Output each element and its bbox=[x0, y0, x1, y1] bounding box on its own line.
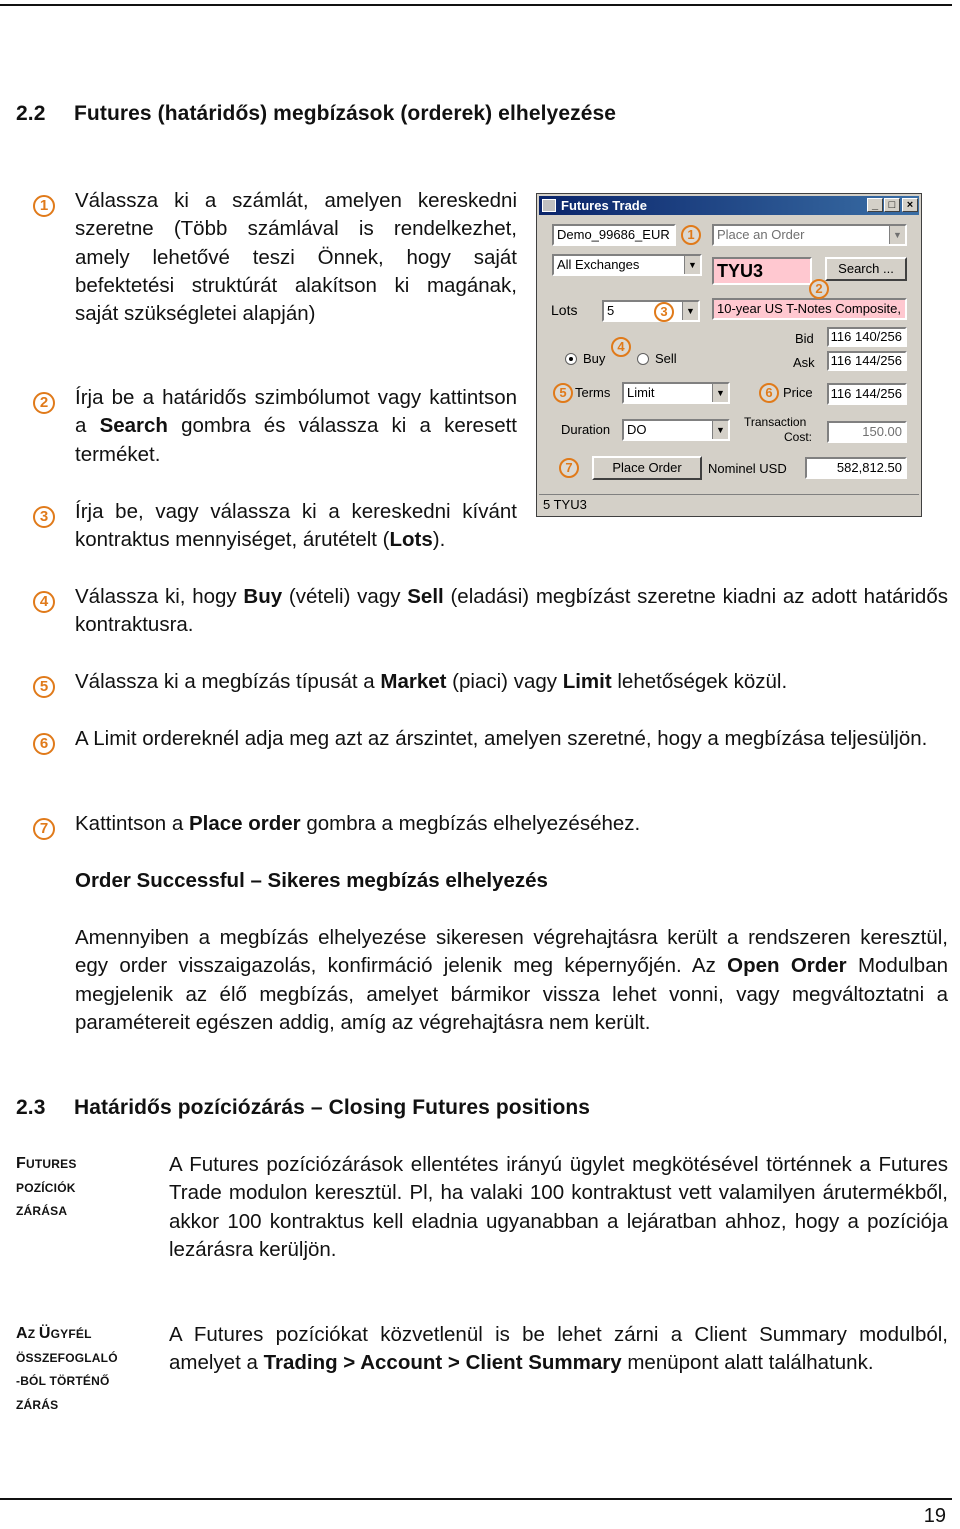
side-heading-run: ZÁRÁS bbox=[16, 1397, 59, 1412]
section-number: 2.2 bbox=[16, 102, 46, 125]
chevron-down-icon[interactable]: ▼ bbox=[712, 384, 728, 402]
sell-radio[interactable] bbox=[637, 353, 649, 365]
callout-badge-6: 6 bbox=[759, 383, 779, 403]
step-badge-7: 7 bbox=[33, 818, 55, 840]
callout-badge-2: 2 bbox=[809, 279, 829, 299]
callout-badge-1: 1 bbox=[681, 225, 701, 245]
symbol-value: TYU3 bbox=[717, 261, 764, 281]
bold-term: Sell bbox=[407, 585, 444, 608]
side-heading-run: A bbox=[16, 1325, 28, 1342]
place-order-button[interactable]: Place Order bbox=[592, 456, 702, 480]
account-value: Demo_99686_EUR bbox=[557, 227, 670, 242]
product-value: 10-year US T-Notes Composite, bbox=[717, 301, 901, 316]
callout-badge-7: 7 bbox=[559, 458, 579, 478]
bid-field bbox=[827, 327, 907, 347]
client-summary-text bbox=[169, 1321, 948, 1378]
ask-field bbox=[827, 351, 907, 371]
ask-value: 116 144/256 bbox=[830, 353, 902, 368]
text-run: Válassza ki a megbízás típusát a bbox=[75, 670, 381, 693]
side-heading-line bbox=[16, 1322, 118, 1347]
lots-label: Lots bbox=[551, 302, 578, 318]
section-number: 2.3 bbox=[16, 1096, 46, 1119]
price-value: 116 144/256 bbox=[830, 386, 902, 401]
callout-badge-3: 3 bbox=[654, 302, 674, 322]
lots-input[interactable] bbox=[602, 300, 700, 322]
minimize-button[interactable]: _ bbox=[867, 198, 883, 212]
transaction-cost-value: 150.00 bbox=[862, 424, 902, 439]
side-heading-run: ZÁRÁSA bbox=[16, 1204, 68, 1218]
step-3-text bbox=[75, 498, 517, 555]
symbol-input[interactable] bbox=[712, 257, 812, 285]
buy-radio[interactable] bbox=[565, 353, 577, 365]
terms-select[interactable] bbox=[622, 382, 730, 404]
text-run: (vételi) vagy bbox=[282, 585, 408, 608]
chevron-down-icon[interactable]: ▼ bbox=[682, 302, 698, 320]
terms-value: Limit bbox=[627, 385, 655, 400]
futures-trade-window bbox=[536, 193, 922, 517]
bold-term: Buy bbox=[243, 585, 283, 608]
bold-term: Open Order bbox=[727, 954, 847, 978]
side-heading-line bbox=[16, 1177, 77, 1201]
sell-label: Sell bbox=[655, 351, 677, 366]
side-heading-futures-closing bbox=[16, 1152, 77, 1224]
futures-closing-text bbox=[169, 1151, 948, 1264]
side-heading-line bbox=[16, 1200, 77, 1224]
exchange-select[interactable] bbox=[552, 254, 702, 276]
text-run: (eladási) megbízást szeretne kiadni az adott határidős kontraktusra. bbox=[75, 585, 948, 637]
nominal-value: 582,812.50 bbox=[836, 460, 902, 475]
side-heading-line bbox=[16, 1347, 118, 1371]
text-run: (piaci) vagy bbox=[446, 670, 563, 693]
bold-term: Place order bbox=[188, 812, 301, 835]
callout-badge-5: 5 bbox=[553, 383, 573, 403]
transaction-cost-field bbox=[827, 421, 907, 443]
text-run: lehetőségek közül. bbox=[611, 670, 788, 693]
price-label: Price bbox=[783, 385, 813, 400]
text-run: Modulban megjelenik az élő megbízás, amelyet bármikor vissza lehet vonni, vagy megváltoztatni a paramétereit egészen addig, amíg az végrehajtásra nem került. bbox=[75, 954, 948, 1034]
bold-term: Market bbox=[380, 670, 447, 693]
exchange-value: All Exchanges bbox=[557, 257, 640, 272]
price-input[interactable] bbox=[827, 383, 907, 405]
cost-label: Cost: bbox=[784, 430, 813, 444]
step-4-text bbox=[75, 583, 948, 640]
side-heading-client-summary bbox=[16, 1322, 118, 1417]
window-title: Futures Trade bbox=[561, 198, 647, 213]
bold-term: Limit bbox=[562, 670, 612, 693]
chevron-down-icon[interactable]: ▼ bbox=[684, 256, 700, 274]
step-7-text bbox=[75, 810, 948, 838]
step-6-text bbox=[75, 725, 948, 753]
section-title: Határidős pozíciózárás – Closing Futures positions bbox=[74, 1096, 591, 1119]
step-badge-4: 4 bbox=[33, 591, 55, 613]
text-run: gombra és válassza ki a keresett terméket. bbox=[75, 414, 517, 466]
step-badge-5: 5 bbox=[33, 676, 55, 698]
maximize-button[interactable]: □ bbox=[884, 198, 900, 212]
bold-term: Search bbox=[99, 414, 168, 438]
section-heading-2-3 bbox=[16, 1096, 590, 1120]
bold-term: Trading > Account > Client Summary bbox=[263, 1351, 622, 1375]
window-statusbar bbox=[539, 494, 919, 514]
text-run: Írja be, vagy válassza ki a kereskedni kívánt kontraktus mennyiséget, árutételt ( bbox=[75, 500, 517, 552]
close-button[interactable]: × bbox=[902, 198, 918, 212]
text-run: Válassza ki a számlát, amelyen kereskedni szeretne (Több számlával is rendelkezhet, amely lehetővé teszi Önnek, hogy saját befektetési struktúrát alakítson ki magának, saját szükségletei alapján) bbox=[75, 189, 517, 326]
step-1-text bbox=[75, 187, 517, 328]
duration-select[interactable] bbox=[622, 419, 730, 441]
top-rule bbox=[0, 4, 952, 6]
transaction-label: Transaction bbox=[744, 415, 807, 429]
terms-label: Terms bbox=[575, 385, 611, 400]
step-badge-3: 3 bbox=[33, 506, 55, 528]
text-run: ). bbox=[432, 528, 446, 552]
side-heading-run: GYFÉL bbox=[50, 1327, 92, 1341]
text-run: gombra a megbízás elhelyezéséhez. bbox=[300, 812, 641, 835]
window-titlebar[interactable] bbox=[539, 196, 919, 215]
side-heading-run: F bbox=[16, 1155, 26, 1172]
side-heading-run: Z bbox=[27, 1327, 39, 1341]
text-run: Írja be a határidős szimbólumot vagy kattintson a bbox=[75, 386, 517, 438]
nominal-field bbox=[805, 457, 907, 479]
text-run: Kattintson a bbox=[75, 812, 189, 835]
order-successful-heading: Order Successful – Sikeres megbízás elhelyezés bbox=[75, 869, 548, 892]
side-heading-run: Ü bbox=[38, 1325, 51, 1342]
side-heading-run: -BÓL TÖRTÉNŐ bbox=[16, 1374, 110, 1388]
text-run: Amennyiben a megbízás elhelyezése sikeresen végrehajtásra került a rendszeren keresztül, egy order visszaigazolás, konfirmáció jelenik meg képernyőjén. Az bbox=[75, 926, 948, 978]
text-run: menüpont alatt találhatunk. bbox=[621, 1351, 874, 1375]
text-run: A Futures pozíciózárások ellentétes irányú ügylet megkötésével történnek a Futures Trade modulon keresztül. Pl, ha valaki 100 kontraktust vett valamilyen árutermékből, akkor 100 kontraktus kell eladnia ugyanabban a lejáratban ahhoz, hogy a pozíciója lezárásra kerüljön. bbox=[169, 1153, 948, 1261]
bold-term: Lots bbox=[389, 528, 433, 552]
nominal-label: Nominel USD bbox=[708, 461, 787, 476]
duration-label: Duration bbox=[561, 422, 611, 437]
step-2-text bbox=[75, 384, 517, 469]
side-heading-run: POZÍCIÓK bbox=[16, 1180, 76, 1195]
side-heading-run: ÖSSZEFOGLALÓ bbox=[16, 1350, 118, 1365]
order-successful-text bbox=[75, 924, 948, 1037]
bottom-rule bbox=[0, 1498, 952, 1500]
callout-badge-4: 4 bbox=[611, 337, 631, 357]
chevron-down-icon[interactable]: ▼ bbox=[712, 421, 728, 439]
side-heading-line bbox=[16, 1394, 118, 1418]
side-heading-run: UTURES bbox=[25, 1157, 77, 1171]
side-heading-line bbox=[16, 1152, 77, 1177]
duration-value: DO bbox=[627, 422, 647, 437]
ask-label: Ask bbox=[793, 355, 815, 370]
status-text: 5 TYU3 bbox=[543, 497, 587, 512]
bid-value: 116 140/256 bbox=[830, 329, 902, 344]
text-run: A Limit ordereknél adja meg azt az árszintet, amelyen szeretné, hogy a megbízása teljesüljön. bbox=[75, 727, 928, 750]
buy-label: Buy bbox=[583, 351, 606, 366]
step-badge-2: 2 bbox=[33, 392, 55, 414]
search-button[interactable]: Search ... bbox=[825, 257, 907, 281]
account-select[interactable] bbox=[552, 224, 676, 246]
text-run: A Futures pozíciókat közvetlenül is be lehet zárni a Client Summary modulból, amelyet a bbox=[169, 1323, 948, 1375]
step-badge-6: 6 bbox=[33, 733, 55, 755]
step-badge-1: 1 bbox=[33, 195, 55, 217]
step-5-text bbox=[75, 668, 948, 696]
text-run: Válassza ki, hogy bbox=[75, 585, 244, 608]
window-app-icon bbox=[542, 199, 556, 212]
chevron-down-icon[interactable]: ▼ bbox=[889, 226, 905, 244]
order-type-select[interactable] bbox=[712, 224, 907, 246]
lots-value: 5 bbox=[607, 303, 615, 318]
section-heading-2-2 bbox=[16, 102, 616, 126]
section-title: Futures (határidős) megbízások (orderek) elhelyezése bbox=[74, 102, 617, 125]
page-number: 19 bbox=[923, 1505, 946, 1527]
order-type-placeholder: Place an Order bbox=[717, 227, 805, 242]
bid-label: Bid bbox=[795, 331, 814, 346]
product-field bbox=[712, 298, 907, 320]
side-heading-line bbox=[16, 1370, 118, 1394]
